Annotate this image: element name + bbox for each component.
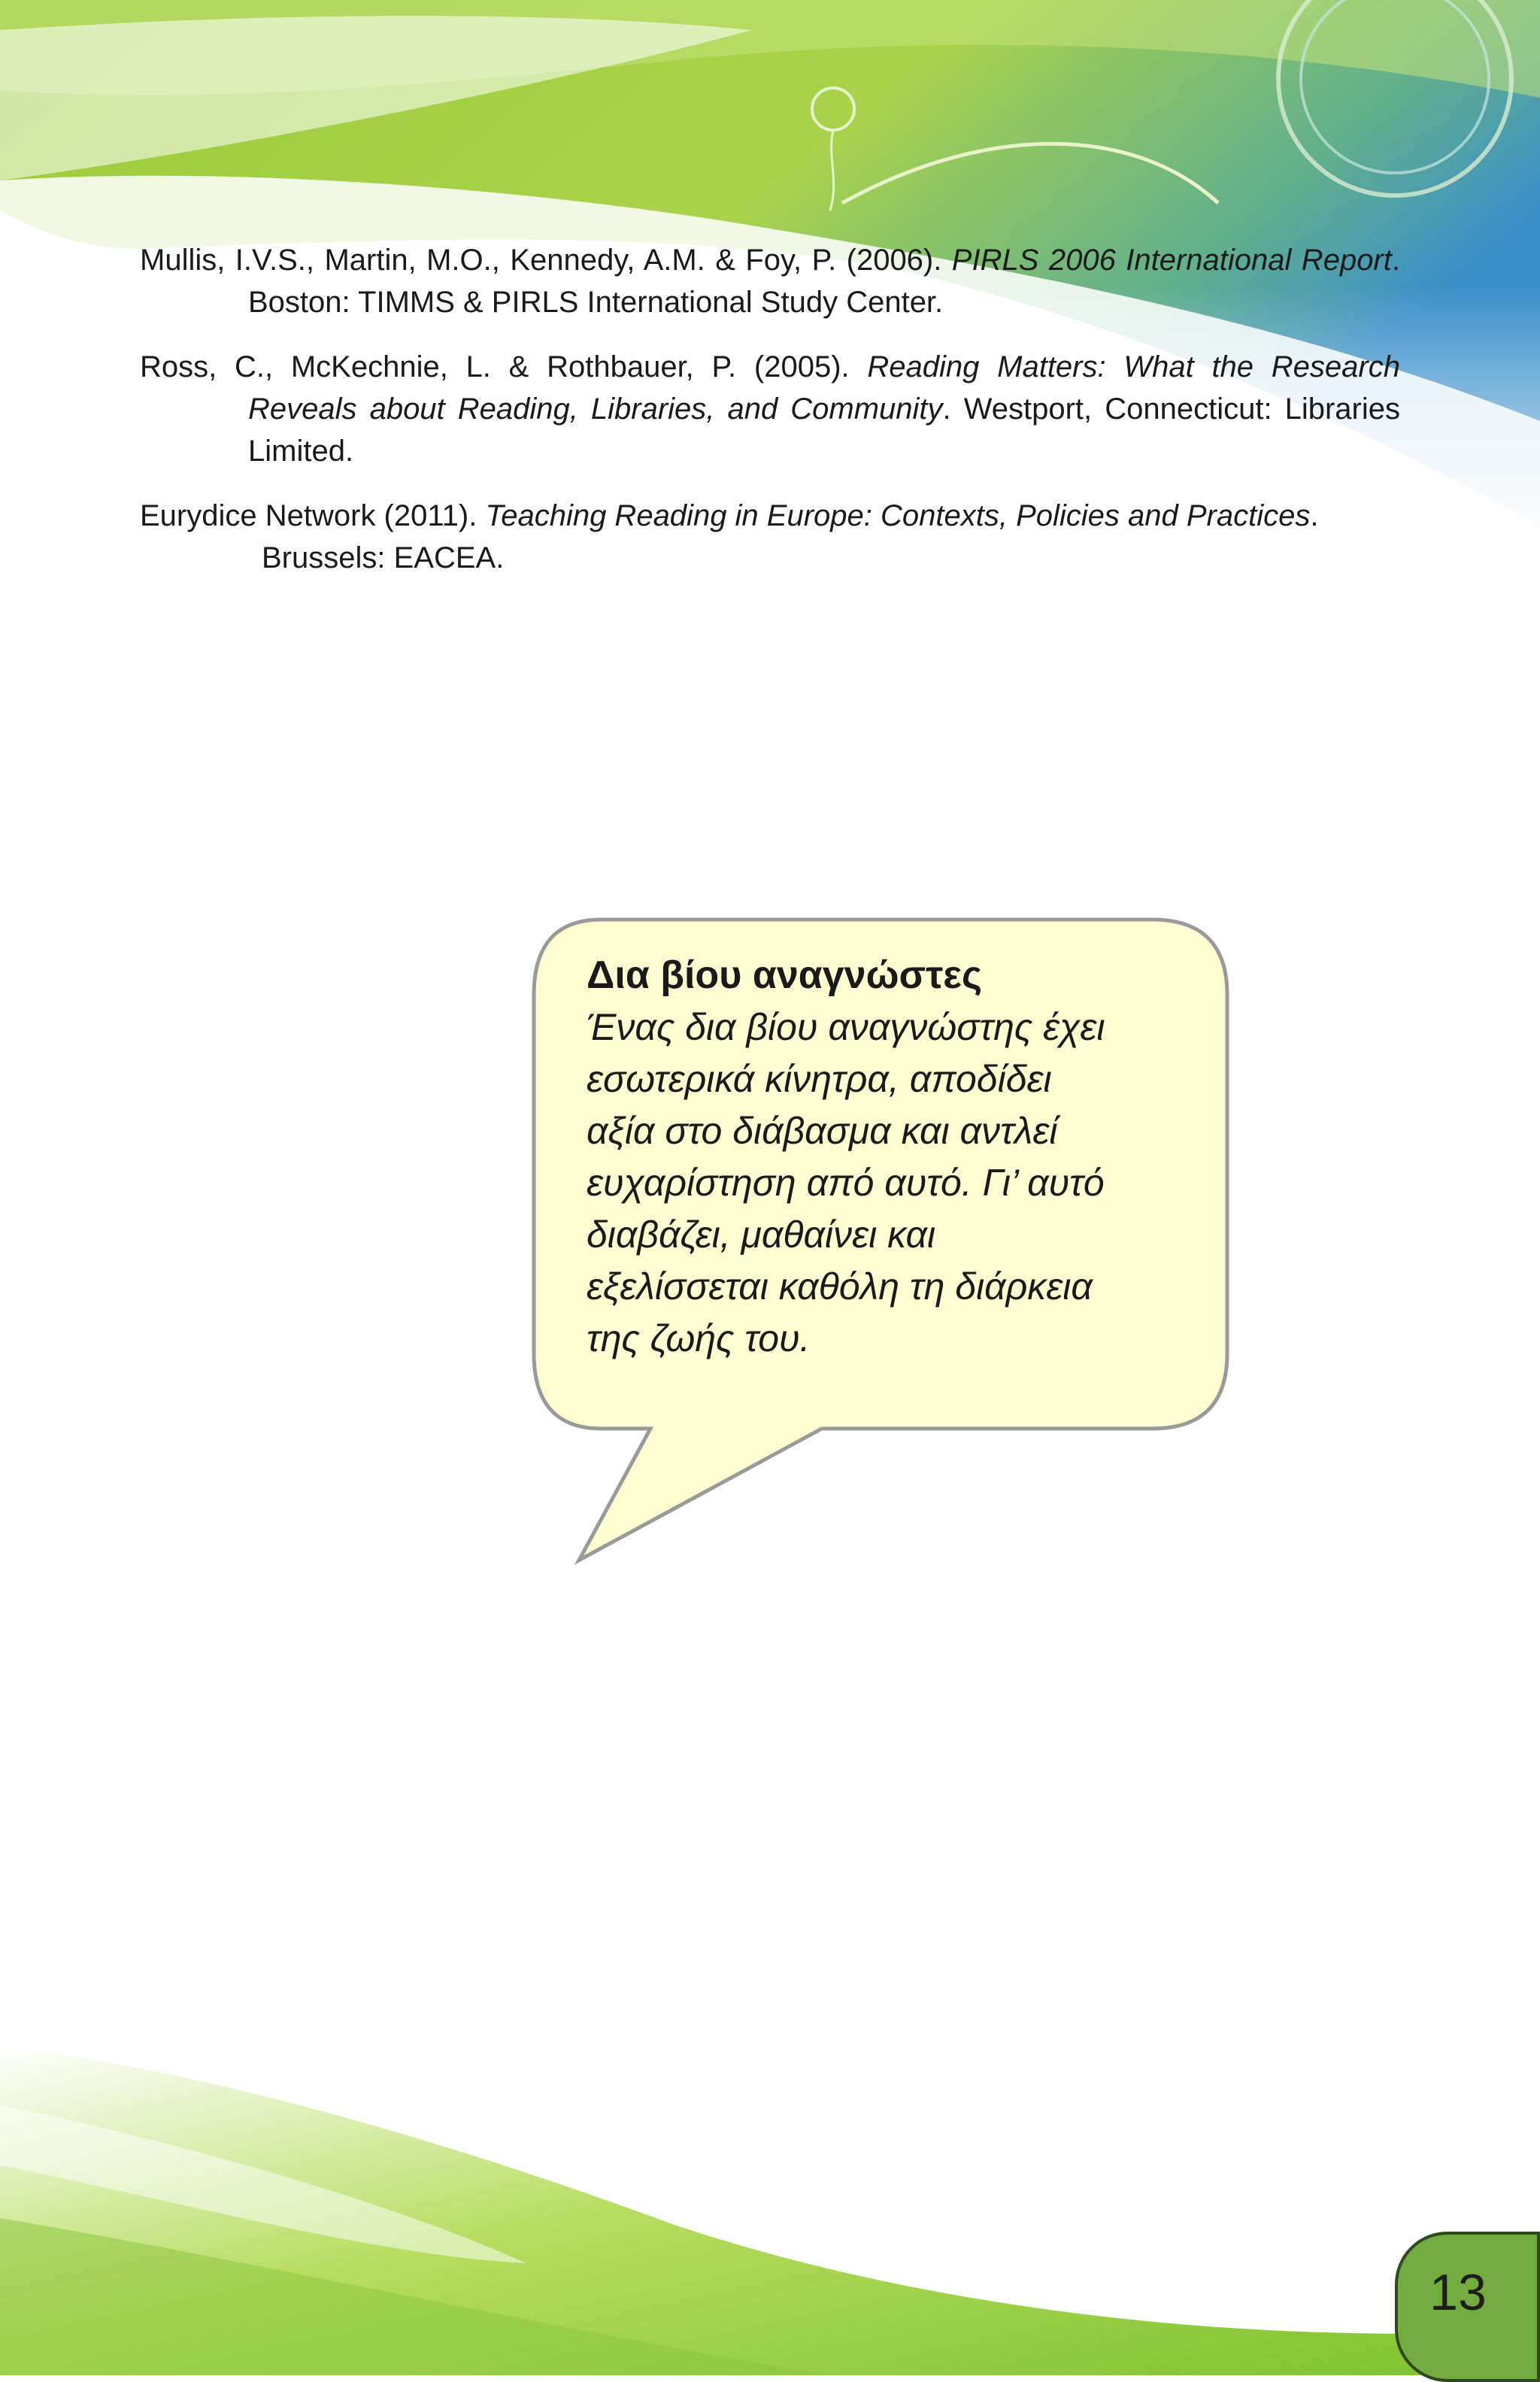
reference-publisher: . Westport, Connecticut: Libraries Limited. — [248, 392, 1401, 468]
reference-authors: Eurydice Network (2011). — [140, 499, 486, 532]
callout-content — [587, 949, 1218, 1365]
reference-title: Teaching Reading in Europe: Contexts, Policies and Practices — [485, 499, 1311, 532]
reference-authors: Ross, C., McKechnie, L. & Rothbauer, P. (2005). — [140, 350, 868, 383]
page-number: 13 — [1429, 2264, 1487, 2321]
callout-title: Δια βίου αναγνώστες — [587, 953, 983, 997]
reference-publisher: . Boston: TIMMS & PIRLS International Study Center. — [248, 244, 1400, 319]
reference-publisher: . Brussels: EACEA. — [262, 499, 1319, 574]
reference-title: Reading Matters: What the Research Reveals about Reading, Libraries, and Community — [248, 350, 1400, 426]
page-number-tab — [1395, 2232, 1540, 2382]
reference-authors: Mullis, I.V.S., Martin, M.O., Kennedy, A.M. & Foy, P. (2006). — [140, 244, 952, 277]
reference-title: PIRLS 2006 International Report — [951, 244, 1392, 277]
callout-body: Ένας δια βίου αναγνώστης έχει εσωτερικά κίνητρα, αποδίδει αξία στο διάβασμα και αντλεί ευχαρίστηση από αυτό. Γι’ αυτό διαβάζει, μαθαίνει και εξελίσσεται καθόλη τη διάρκεια της ζωής του. — [587, 1006, 1105, 1359]
